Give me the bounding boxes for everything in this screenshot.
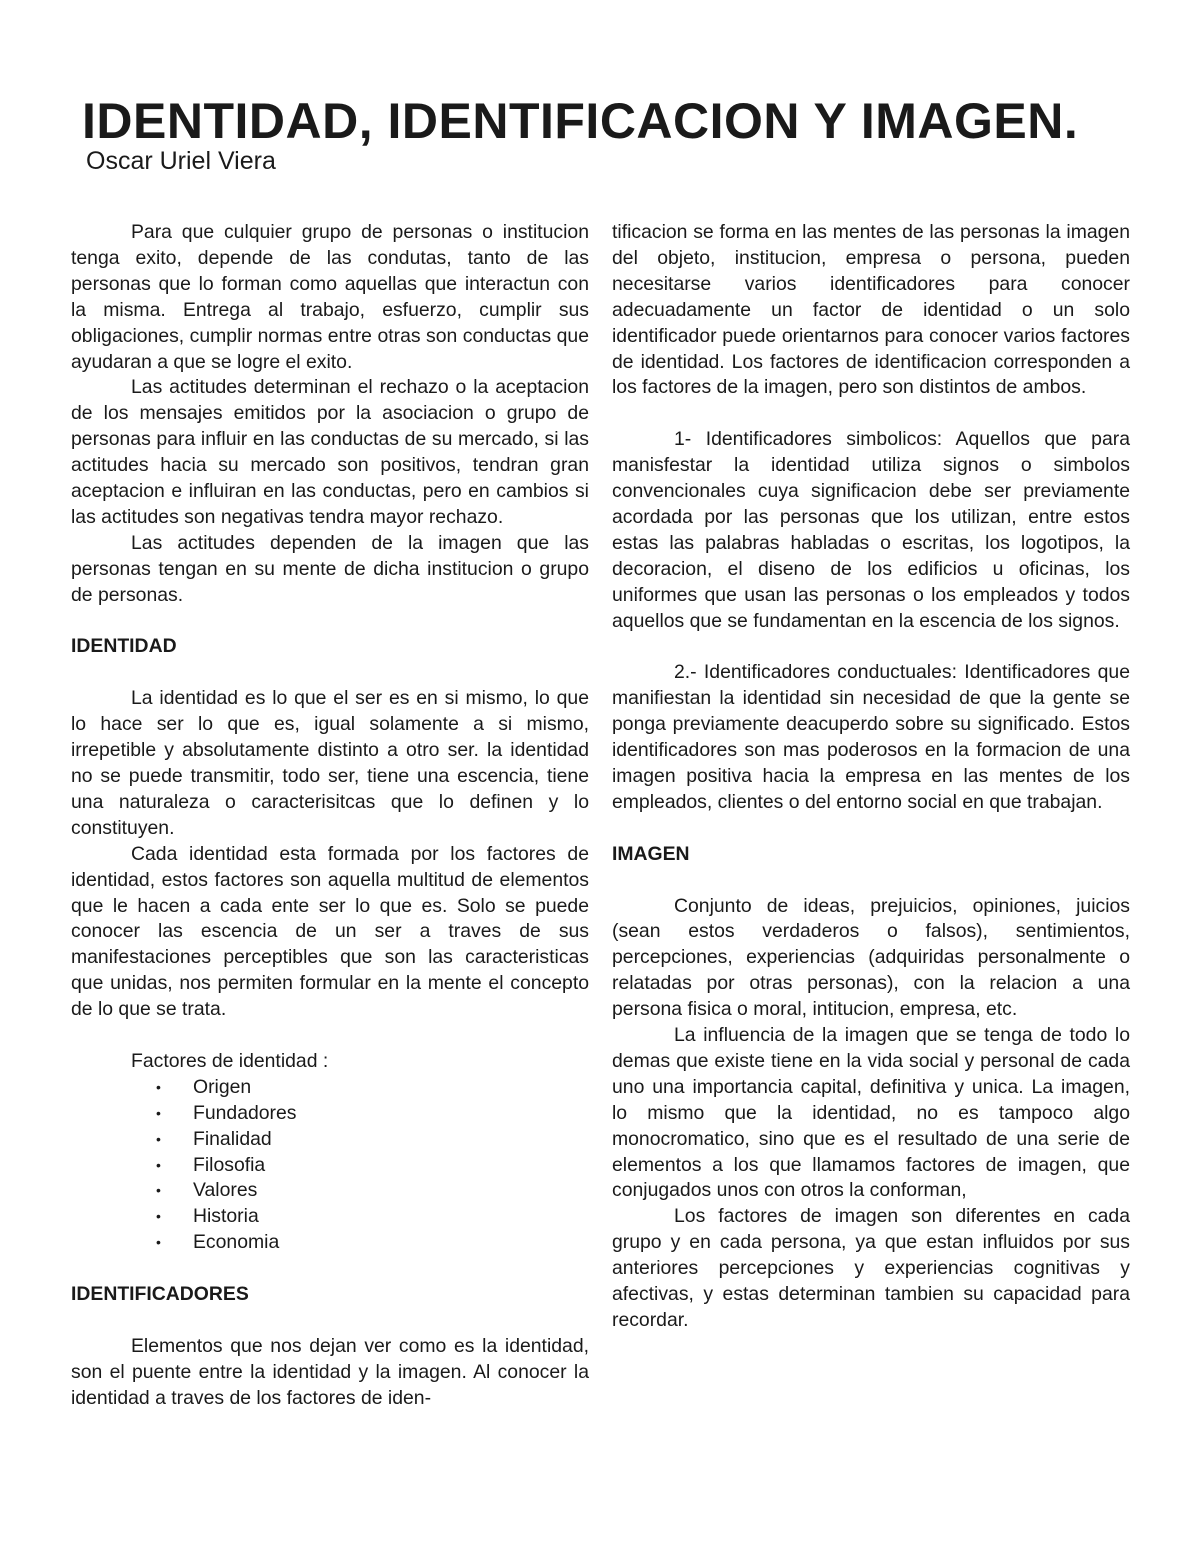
- list-item: • Historia: [71, 1204, 589, 1230]
- section-heading-identificadores: IDENTIFICADORES: [71, 1283, 249, 1306]
- identificadores-conductuales-paragraph: 2.- Identificadores conductuales: Identificadores que manifiestan la identidad sin necesidad de que la gente se ponga previamente deacuperdo sobre su significado. Estos identificadores son mas poderosos en la formacion de una imagen positiva hacia la empresa en las mentes de los empleados, clientes o del entorno social en que trabajan.: [612, 661, 1130, 813]
- intro-paragraph-1: Para que culquier grupo de personas o institucion tenga exito, depende de las condutas, tanto de las personas que lo forman como aquellas que interactun con la misma. Entrega al trabajo, esfuerzo, cumplir sus obligaciones, cumplir normas entre otras son conductas que ayudaran a que se logre el exito.: [71, 221, 589, 373]
- list-item: • Finalidad: [71, 1127, 589, 1153]
- list-item: • Fundadores: [71, 1101, 589, 1127]
- intro-paragraph-2: Las actitudes determinan el rechazo o la aceptacion de los mensajes emitidos por la asociacion o grupo de personas para influir en las conductas de su mercado, si las actitudes hacia su mercado son positivos, tendran gran aceptacion e influiran en las conductas, pero en cambios si las actitudes son negativas tendra mayor rechazo.: [71, 376, 589, 528]
- left-column: [71, 220, 589, 1412]
- list-item: • Economia: [71, 1230, 589, 1256]
- intro-paragraph-3: Las actitudes dependen de la imagen que las personas tengan en su mente de dicha institucion o grupo de personas.: [71, 531, 589, 606]
- section-heading-imagen: IMAGEN: [612, 842, 690, 865]
- right-column: [612, 220, 1130, 1334]
- factors-list-title: Factores de identidad :: [131, 1049, 329, 1072]
- section-heading-identidad: IDENTIDAD: [71, 635, 177, 658]
- identificadores-continuation: tificacion se forma en las mentes de las personas la imagen del objeto, institucion, empresa o persona, pueden necesitarse varios identificadores para conocer adecuadamente un factor de identidad o un solo identificador puede orientarnos para conocer varios factores de identidad. Los factores de identificacion corresponden a los factores de la imagen, pero son distintos de ambos.: [612, 221, 1130, 399]
- imagen-paragraph-2: La influencia de la imagen que se tenga de todo lo demas que existe tiene en la vida social y personal de cada uno una importancia capital, definitiva y unica. La imagen, lo mismo que la identidad, no es tampoco algo monocromatico, sino que es el resultado de una serie de elementos a los que llamamos factores de imagen, que conjugados unos con otros la conforman,: [612, 1024, 1130, 1202]
- list-item: • Valores: [71, 1178, 589, 1204]
- imagen-paragraph-3: Los factores de imagen son diferentes en cada grupo y en cada persona, ya que estan influidos por sus anteriores percepciones y experiencias cognitivas y afectivas, y estas determinan tambien su capacidad para recordar.: [612, 1205, 1130, 1331]
- page-title: IDENTIDAD, IDENTIFICACION Y IMAGEN.: [82, 93, 1079, 149]
- identidad-paragraph-2: Cada identidad esta formada por los factores de identidad, estos factores son aquella multitud de elementos que le hacen a cada ente ser lo que es. Solo se puede conocer las escencia de un ser a traves de sus manifestaciones perceptibles que son las caracteristicas que unidas, nos permiten formular en la mente el concepto de lo que se trata.: [71, 842, 589, 1021]
- identidad-paragraph-1: La identidad es lo que el ser es en si mismo, lo que lo hace ser lo que es, igual solamente a si mismo, irrepetible y absolutamente distinto a otro ser. la identidad no se puede transmitir, todo ser, tiene una escencia, tiene una naturaleza o caracterisitcas que lo definen y lo constituyen.: [71, 687, 589, 839]
- imagen-paragraph-1: Conjunto de ideas, prejuicios, opiniones, juicios (sean estos verdaderos o falsos), sentimientos, percepciones, experiencias (adquiridas personalmente o relatadas por otras personas), con la relacion a una persona fisica o moral, intitucion, empresa, etc.: [612, 894, 1130, 1021]
- identificadores-simbolicos-paragraph: 1- Identificadores simbolicos: Aquellos que para manisfestar la identidad utiliza signos o simbolos convencionales cuya significacion debe ser previamente acordada por las personas que los utilizan, entre estos estas las palabras habladas o escritas, los logotipos, la decoracion, el diseno de los edificios u oficinas, los uniformes que usan las personas o los empleados y todos aquellos que se fundamentan en la escencia de los signos.: [612, 428, 1130, 632]
- factors-list: [71, 1075, 589, 1256]
- list-item: • Origen: [71, 1075, 589, 1101]
- author-name: Oscar Uriel Viera: [86, 147, 276, 175]
- list-item: • Filosofia: [71, 1153, 589, 1179]
- identificadores-paragraph-1: Elementos que nos dejan ver como es la identidad, son el puente entre la identidad y la imagen. Al conocer la identidad a traves de los factores de iden-: [71, 1334, 589, 1409]
